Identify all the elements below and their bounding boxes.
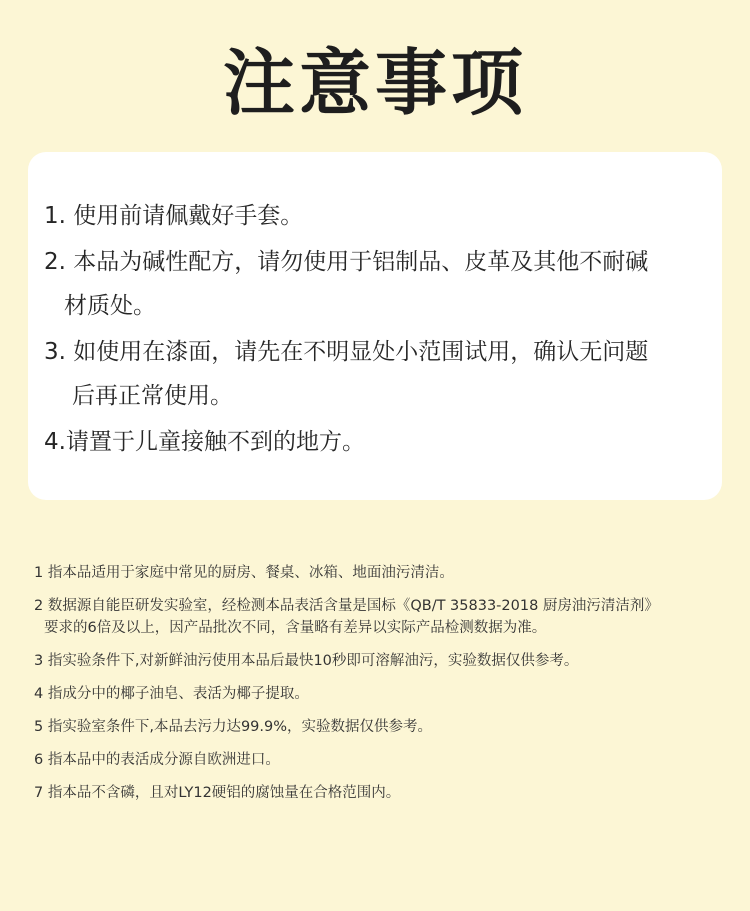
footnote-item (34, 683, 734, 705)
footnote-number: 5 (34, 719, 44, 735)
notice-number: 4. (44, 429, 66, 455)
notice-item (44, 240, 714, 328)
footnote-text: 指本品不含磷，且对LY12硬铝的腐蚀量在合格范围内。 (47, 785, 401, 801)
notice-item (44, 420, 714, 464)
notice-list (44, 194, 714, 466)
footnote-item (34, 749, 734, 771)
notice-number: 3. (44, 339, 66, 365)
footnote-item (34, 782, 734, 804)
footnote-text: 指成分中的椰子油皂、表活为椰子提取。 (47, 686, 309, 702)
footnote-text: 指本品适用于家庭中常见的厨房、餐桌、冰箱、地面油污清洁。 (47, 565, 454, 581)
footnote-number: 2 (34, 598, 44, 614)
notice-text: 如使用在漆面，请先在不明显处小范围试用，确认无问题 (73, 339, 649, 365)
notice-text: 使用前请佩戴好手套。 (73, 203, 304, 229)
footnotes (34, 562, 734, 815)
notice-item (44, 330, 714, 418)
footnote-item (34, 595, 734, 639)
footnote-text: 数据源自能臣研发实验室，经检测本品表活含量是国标《QB/T 35833-2018 厨房油污清洁剂》 (47, 598, 659, 614)
notice-text: 本品为碱性配方，请勿使用于铝制品、皮革及其他不耐碱 (73, 249, 649, 275)
notice-card (28, 152, 722, 500)
footnote-item (34, 716, 734, 738)
footnote-item (34, 562, 734, 584)
notice-text: 请置于儿童接触不到的地方。 (65, 429, 365, 455)
notice-text-continued: 后再正常使用。 (72, 383, 233, 409)
notice-number: 1. (44, 203, 66, 229)
page-title: 注意事项 (222, 41, 527, 125)
footnote-text: 指实验条件下,对新鲜油污使用本品后最快10秒即可溶解油污，实验数据仅供参考。 (47, 653, 579, 669)
footnote-number: 3 (34, 653, 44, 669)
notice-number: 2. (44, 249, 66, 275)
notice-item (44, 194, 714, 238)
footnote-text: 指本品中的表活成分源自欧洲进口。 (47, 752, 280, 768)
footnote-item (34, 650, 734, 672)
notice-text-continued: 材质处。 (64, 293, 156, 319)
footnote-text-continued: 要求的6倍及以上，因产品批次不同，含量略有差异以实际产品检测数据为准。 (44, 620, 547, 636)
footnote-number: 6 (34, 752, 44, 768)
footnote-number: 1 (34, 565, 44, 581)
footnote-text: 指实验室条件下,本品去污力达99.9%，实验数据仅供参考。 (47, 719, 433, 735)
footnote-number: 4 (34, 686, 44, 702)
footnote-number: 7 (34, 785, 44, 801)
